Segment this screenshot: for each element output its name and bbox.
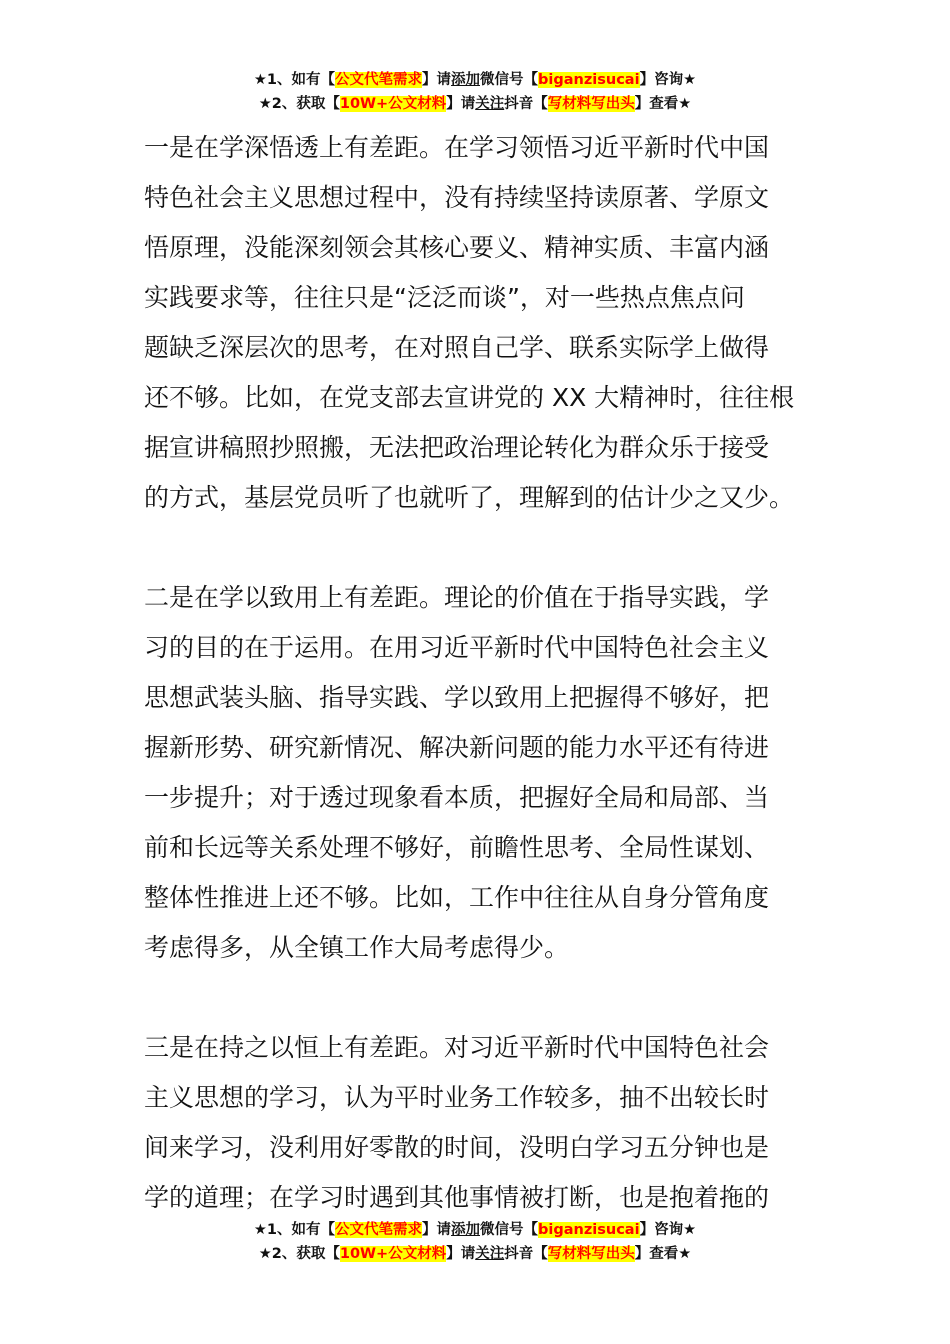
banner-highlight: 写材料写出头 — [547, 1246, 635, 1262]
text-line: 握新形势、研究新情况、解决新问题的能力水平还有待进 — [144, 733, 770, 762]
banner-text: ★2、获取【 — [258, 1246, 340, 1262]
banner-line-1 — [0, 68, 950, 92]
banner-highlight: 公文代笔需求 — [335, 1222, 423, 1238]
text-line: 习的目的在于运用。在用习近平新时代中国特色社会主义 — [144, 633, 770, 662]
paragraph-1 — [144, 123, 814, 523]
banner-text: 】请 — [422, 1222, 452, 1238]
banner-highlight: biganzisucai — [538, 1222, 640, 1238]
text-line: 题缺乏深层次的思考，在对照自己学、联系实际学上做得 — [144, 333, 770, 362]
banner-text: ★2、获取【 — [258, 96, 340, 112]
banner-underline: 关注 — [475, 96, 505, 112]
text-line: 学的道理；在学习时遇到其他事情被打断，也是抱着拖的 — [144, 1183, 770, 1212]
banner-highlight: 10W+公文材料 — [339, 96, 447, 112]
banner-text: 抖音【 — [504, 96, 548, 112]
text-line: 二是在学以致用上有差距。理论的价值在于指导实践，学 — [144, 583, 770, 612]
banner-text: 】咨询★ — [639, 1222, 697, 1238]
text-line: 思想武装头脑、指导实践、学以致用上把握得不够好，把 — [144, 683, 770, 712]
text-line: 前和长远等关系处理不够好，前瞻性思考、全局性谋划、 — [144, 833, 770, 862]
text-line: 三是在持之以恒上有差距。对习近平新时代中国特色社会 — [144, 1033, 770, 1062]
banner-text: 】咨询★ — [639, 72, 697, 88]
banner-text: 抖音【 — [504, 1246, 548, 1262]
banner-line-2 — [0, 1242, 950, 1266]
banner-text: 】查看★ — [634, 96, 692, 112]
banner-highlight: 10W+公文材料 — [339, 1246, 447, 1262]
text-line: 考虑得多，从全镇工作大局考虑得少。 — [144, 933, 570, 962]
text-line: 悟原理，没能深刻领会其核心要义、精神实质、丰富内涵 — [144, 233, 770, 262]
banner-text: 微信号【 — [480, 1222, 539, 1238]
banner-text: 微信号【 — [480, 72, 539, 88]
banner-text: 】请 — [446, 1246, 476, 1262]
text-line: 一是在学深悟透上有差距。在学习领悟习近平新时代中国 — [144, 133, 770, 162]
document-body — [144, 123, 814, 1223]
banner-text: ★1、如有【 — [253, 1222, 336, 1238]
banner-highlight: 写材料写出头 — [547, 96, 635, 112]
text-line: 据宣讲稿照抄照搬，无法把政治理论转化为群众乐于接受 — [144, 433, 770, 462]
text-line: 间来学习，没利用好零散的时间，没明白学习五分钟也是 — [144, 1133, 770, 1162]
banner-highlight: biganzisucai — [538, 72, 640, 88]
banner-text: 】请 — [422, 72, 452, 88]
banner-highlight: 公文代笔需求 — [335, 72, 423, 88]
paragraph-2 — [144, 573, 814, 973]
banner-underline: 关注 — [475, 1246, 505, 1262]
text-line: 一步提升；对于透过现象看本质，把握好全局和局部、当 — [144, 783, 770, 812]
banner-text: ★1、如有【 — [253, 72, 336, 88]
text-line: 还不够。比如，在党支部去宣讲党的 XX 大精神时，往往根 — [144, 383, 795, 412]
footer-banner — [0, 1218, 950, 1266]
text-line: 的方式，基层党员听了也就听了，理解到的估计少之又少。 — [144, 483, 795, 512]
paragraph-3 — [144, 1023, 814, 1223]
header-banner — [0, 68, 950, 116]
banner-line-1 — [0, 1218, 950, 1242]
banner-line-2 — [0, 92, 950, 116]
text-line: 主义思想的学习，认为平时业务工作较多，抽不出较长时 — [144, 1083, 770, 1112]
text-line: 整体性推进上还不够。比如，工作中往往从自身分管角度 — [144, 883, 770, 912]
text-line: 特色社会主义思想过程中，没有持续坚持读原著、学原文 — [144, 183, 770, 212]
text-line: 实践要求等，往往只是“泛泛而谈”，对一些热点焦点问 — [144, 283, 745, 312]
banner-underline: 添加 — [451, 1222, 481, 1238]
banner-underline: 添加 — [451, 72, 481, 88]
banner-text: 】请 — [446, 96, 476, 112]
banner-text: 】查看★ — [634, 1246, 692, 1262]
